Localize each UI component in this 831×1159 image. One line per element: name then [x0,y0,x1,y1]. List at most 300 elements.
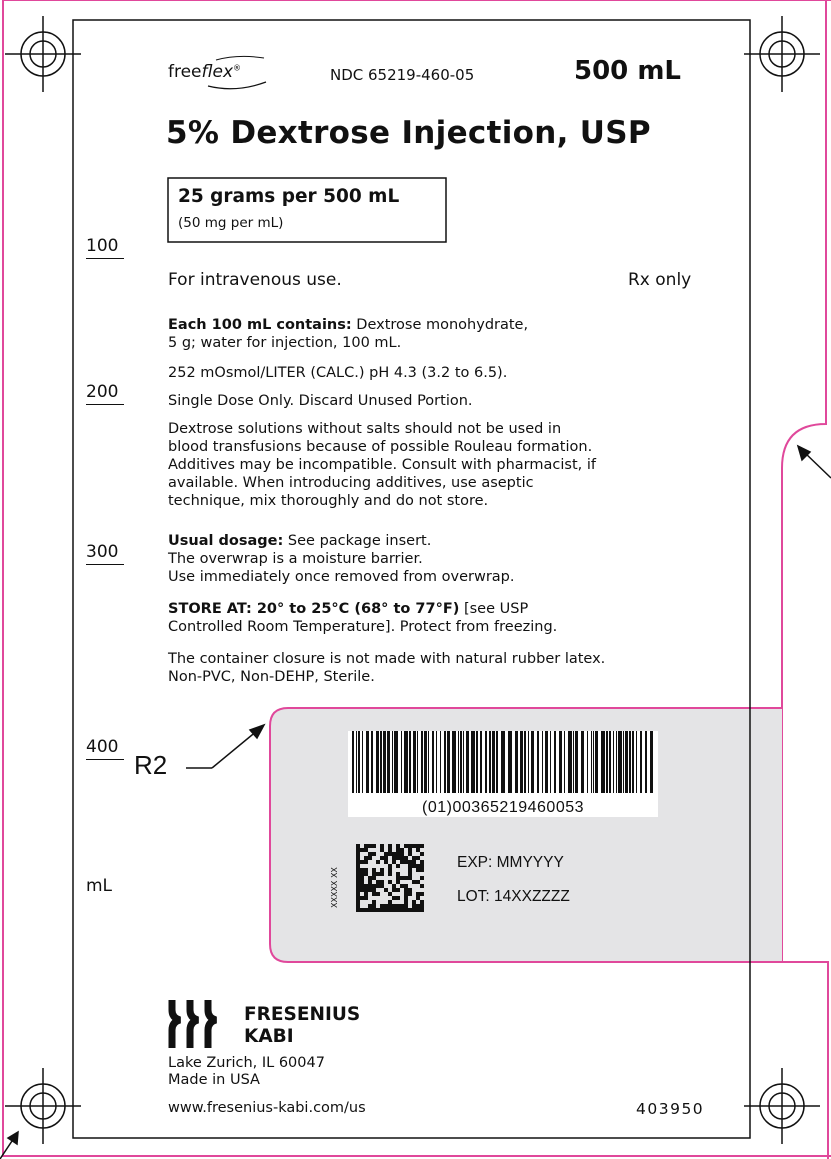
datamatrix-module [384,852,388,856]
strength-sub: (50 mg per mL) [178,215,284,231]
datamatrix-module [388,872,392,876]
datamatrix-module [372,876,376,880]
latex-line2: Non-PVC, Non-DEHP, Sterile. [168,669,375,685]
address-line1: Lake Zurich, IL 60047 [168,1055,325,1071]
datamatrix-module [400,860,404,864]
single-dose: Single Dose Only. Discard Unused Portion. [168,393,473,409]
datamatrix-module [376,872,380,876]
barcode-bar [537,731,539,793]
rx-only: Rx only [628,270,692,290]
datamatrix-module [356,884,360,888]
composition-label: Each 100 mL contains: [168,317,352,333]
barcode-bar [645,731,647,793]
datamatrix-module [408,872,412,876]
warning-line: Dextrose solutions without salts should not be used in [168,421,562,437]
datamatrix-module [416,844,420,848]
datamatrix-module [396,848,400,852]
datamatrix-module [364,888,368,892]
datamatrix-module [360,896,364,900]
crop-mark-top-left [5,16,81,92]
barcode-bar [492,731,495,793]
datamatrix-module [420,868,424,872]
datamatrix-module [368,876,372,880]
datamatrix-module [416,892,420,896]
storage-block [168,600,557,636]
datamatrix-module [356,876,360,880]
datamatrix-module [356,888,360,892]
datamatrix-module [376,908,380,912]
barcode-bar [401,731,402,793]
datamatrix-module [420,860,424,864]
datamatrix-module [380,908,384,912]
barcode-bar [352,731,354,793]
osmolarity: 252 mOsmol/LITER (CALC.) pH 4.3 (3.2 to 6.5). [168,365,508,381]
barcode-bar [458,731,459,793]
datamatrix-module [388,864,392,868]
datamatrix-module [384,860,388,864]
datamatrix-module [404,896,408,900]
datamatrix-module [368,880,372,884]
barcode-bar [528,731,529,793]
datamatrix-module [420,908,424,912]
barcode-bar [609,731,611,793]
website: www.fresenius-kabi.com/us [168,1100,366,1116]
address-line2: Made in USA [168,1072,260,1088]
datamatrix-module [400,848,404,852]
datamatrix-module [400,908,404,912]
barcode-bar [480,731,482,793]
company-name [244,1004,360,1048]
datamatrix-module [416,868,420,872]
dosage-line3: Use immediately once removed from overwrap. [168,569,515,585]
warning-block [168,420,596,510]
barcode-bar [460,731,462,793]
scale-mark-200: 200 [86,382,124,405]
barcode-bar [496,731,498,793]
datamatrix-module [412,908,416,912]
datamatrix-module [380,872,384,876]
datamatrix-module [392,908,396,912]
datamatrix-module [396,872,400,876]
datamatrix-module [412,856,416,860]
company-line1: FRESENIUS [244,1004,361,1025]
datamatrix-side-text: XXXXX XX [330,867,339,908]
datamatrix-module [356,848,360,852]
datamatrix-module [404,888,408,892]
barcode-bar [489,731,491,793]
composition [168,316,528,352]
storage-label: STORE AT: 20° to 25°C (68° to 77°F) [168,601,460,617]
barcode-bar [601,731,605,793]
datamatrix-module [404,884,408,888]
datamatrix-module [404,844,408,848]
datamatrix-module [364,908,368,912]
barcode-bar [380,731,382,793]
datamatrix-module [372,888,376,892]
datamatrix-module [364,896,368,900]
datamatrix-module [368,856,372,860]
datamatrix-module [416,880,420,884]
datamatrix-module [408,876,412,880]
barcode-bar [564,731,565,793]
composition-rest: Dextrose monohydrate, [351,317,529,333]
datamatrix-module [356,896,360,900]
barcode-bar [581,731,584,793]
datamatrix-module [376,860,380,864]
barcode-bar [428,731,429,793]
datamatrix-module [396,904,400,908]
dosage-rest: See package insert. [283,533,432,549]
datamatrix-module [408,852,412,856]
scale-mark-300: 300 [86,542,124,565]
datamatrix-module [408,844,412,848]
datamatrix-module [412,900,416,904]
datamatrix-module [404,900,408,904]
barcode-bar [542,731,543,793]
barcode-bar [432,731,434,793]
datamatrix-module [408,868,412,872]
barcode-bar [640,731,642,793]
barcode-bar [387,731,390,793]
datamatrix-module [420,892,424,896]
r2-label: R2 [134,750,168,780]
datamatrix-module [408,864,412,868]
datamatrix-module [388,892,392,896]
datamatrix-module [368,852,372,856]
datamatrix-module [392,904,396,908]
barcode-bar [575,731,578,793]
datamatrix-module [364,892,368,896]
datamatrix-module [420,852,424,856]
crop-mark-top-right [744,16,820,92]
datamatrix-module [392,852,396,856]
datamatrix-module [396,852,400,856]
barcode-bar [636,731,637,793]
dosage-label: Usual dosage: [168,533,284,549]
freeflex-swoosh [208,82,266,89]
datamatrix-module [392,888,396,892]
datamatrix-module [408,860,412,864]
barcode-bar [440,731,441,793]
datamatrix-module [388,844,392,848]
datamatrix-module [356,892,360,896]
datamatrix-module [384,856,388,860]
brand-reg: ® [233,63,242,73]
barcode-bar [466,731,469,793]
datamatrix-module [376,880,380,884]
barcode-bar [421,731,423,793]
company-line2: KABI [244,1026,294,1047]
datamatrix-module [420,900,424,904]
datamatrix-module [364,872,368,876]
datamatrix-module [360,860,364,864]
barcode-bar [650,731,653,793]
datamatrix-module [360,848,364,852]
datamatrix-module [380,880,384,884]
datamatrix-module [380,904,384,908]
barcode-bar [623,731,624,793]
datamatrix-module [416,896,420,900]
barcode-bar [485,731,487,793]
datamatrix-module [356,908,360,912]
barcode [348,731,658,817]
datamatrix-module [356,872,360,876]
barcode-bar [568,731,572,793]
datamatrix-module [360,884,364,888]
datamatrix-module [388,880,392,884]
brand-logo [168,62,241,82]
product-code: 403950 [636,1100,705,1118]
datamatrix-module [388,852,392,856]
datamatrix-module [396,864,400,868]
barcode-bar [625,731,628,793]
datamatrix-module [372,908,376,912]
datamatrix-module [412,904,416,908]
barcode-bar [531,731,534,793]
barcode-bar [587,731,588,793]
lot: LOT: 14XXZZZZ [457,888,570,905]
barcode-bar [501,731,505,793]
datamatrix-module [364,860,368,864]
barcode-bar [356,731,357,793]
datamatrix-module [356,880,360,884]
crop-mark-bottom-right [744,1068,820,1144]
datamatrix-module [380,844,384,848]
barcode-bar [613,731,614,793]
storage-line2: Controlled Room Temperature]. Protect from freezing. [168,619,558,635]
strength-main: 25 grams per 500 mL [178,186,400,207]
datamatrix-module [364,856,368,860]
datamatrix-module [392,884,396,888]
datamatrix-code [356,844,424,912]
datamatrix-module [396,888,400,892]
barcode-bar [629,731,631,793]
datamatrix-module [404,892,408,896]
barcode-bar [573,731,574,793]
barcode-bar [508,731,512,793]
datamatrix-module [412,880,416,884]
datamatrix-module [360,868,364,872]
brand-free: free [168,62,202,82]
datamatrix-module [372,868,376,872]
fresenius-logo-icon [168,996,230,1054]
scale-mark-100: 100 [86,236,124,259]
datamatrix-module [404,904,408,908]
barcode-bar [376,731,379,793]
datamatrix-module [396,896,400,900]
barcode-bar [362,731,363,793]
barcode-bar [444,731,446,793]
datamatrix-module [372,872,376,876]
barcode-bars [348,731,658,793]
barcode-bar [358,731,360,793]
datamatrix-module [368,884,372,888]
dieline-notch [782,0,831,1159]
datamatrix-module [364,884,368,888]
datamatrix-module [400,884,404,888]
datamatrix-module [372,892,376,896]
barcode-bar [559,731,562,793]
datamatrix-module [368,888,372,892]
datamatrix-module [416,904,420,908]
barcode-bar [550,731,551,793]
datamatrix-module [372,900,376,904]
barcode-bar [404,731,408,793]
datamatrix-module [356,852,360,856]
barcode-text: (01)00365219460053 [421,799,585,816]
warning-line: blood transfusions because of possible Rouleau formation. [168,439,593,455]
datamatrix-module [380,868,384,872]
datamatrix-module [356,844,360,848]
barcode-bar [463,731,464,793]
datamatrix-module [372,904,376,908]
scale-unit: mL [86,876,113,896]
datamatrix-module [404,856,408,860]
barcode-bar [593,731,594,793]
datamatrix-module [380,856,384,860]
dosage-block [168,532,515,586]
barcode-bar [413,731,416,793]
datamatrix-module [396,880,400,884]
datamatrix-module [408,892,412,896]
barcode-bar [616,731,617,793]
datamatrix-module [356,856,360,860]
barcode-bar [383,731,386,793]
datamatrix-module [416,908,420,912]
barcode-bar [394,731,398,793]
barcode-bar [595,731,598,793]
barcode-bar [436,731,437,793]
datamatrix-module [368,844,372,848]
datamatrix-module [416,848,420,852]
barcode-bar [554,731,556,793]
barcode-bar [545,731,548,793]
datamatrix-module [396,856,400,860]
datamatrix-module [384,908,388,912]
datamatrix-module [388,908,392,912]
barcode-bar [515,731,518,793]
datamatrix-module [420,884,424,888]
barcode-bar [392,731,393,793]
datamatrix-module [400,856,404,860]
datamatrix-module [420,844,424,848]
exp: EXP: MMYYYY [457,854,564,871]
barcode-bar [471,731,475,793]
datamatrix-module [372,884,376,888]
warning-line: Additives may be incompatible. Consult with pharmacist, if [168,457,596,473]
datamatrix-module [364,844,368,848]
datamatrix-module [356,904,360,908]
datamatrix-module [396,876,400,880]
datamatrix-module [360,876,364,880]
datamatrix-module [412,860,416,864]
datamatrix-module [396,844,400,848]
ndc-number: NDC 65219-460-05 [330,66,475,84]
datamatrix-module [364,848,368,852]
r2-arrow [186,725,264,768]
address [168,1055,325,1089]
datamatrix-module [372,844,376,848]
datamatrix-module [356,868,360,872]
volume: 500 mL [574,56,681,86]
datamatrix-module [384,888,388,892]
datamatrix-module [412,844,416,848]
product-title: 5% Dextrose Injection, USP [166,115,651,151]
scale-mark-400: 400 [86,737,124,760]
datamatrix-module [360,908,364,912]
barcode-bar [366,731,369,793]
datamatrix-module [364,868,368,872]
datamatrix-module [404,876,408,880]
barcode-bar [452,731,456,793]
datamatrix-module [376,892,380,896]
route: For intravenous use. [168,270,342,290]
datamatrix-module [412,864,416,868]
datamatrix-module [404,860,408,864]
datamatrix-module [400,852,404,856]
freeflex-swoosh-top [216,56,264,60]
datamatrix-module [388,904,392,908]
datamatrix-module [420,864,424,868]
datamatrix-module [400,876,404,880]
barcode-bar [476,731,478,793]
notch-arrow [798,446,831,478]
barcode-bar [618,731,622,793]
barcode-bar [591,731,592,793]
brand-flex: flex [201,62,234,82]
datamatrix-module [392,896,396,900]
barcode-bar [371,731,373,793]
latex-block [168,650,605,686]
barcode-bar [447,731,450,793]
barcode-bar [606,731,608,793]
datamatrix-module [360,880,364,884]
storage-rest: [see USP [459,601,529,617]
datamatrix-module [392,860,396,864]
datamatrix-module [360,872,364,876]
barcode-bar [520,731,523,793]
warning-line: technique, mix thoroughly and do not store. [168,493,489,509]
barcode-bar [424,731,427,793]
datamatrix-module [408,908,412,912]
datamatrix-module [388,848,392,852]
datamatrix-module [400,904,404,908]
datamatrix-module [404,908,408,912]
datamatrix-module [384,904,388,908]
datamatrix-module [380,848,384,852]
datamatrix-module [356,864,360,868]
datamatrix-module [372,852,376,856]
datamatrix-module [360,888,364,892]
datamatrix-module [420,876,424,880]
datamatrix-module [388,900,392,904]
warning-line: available. When introducing additives, use aseptic [168,475,534,491]
datamatrix-module [368,904,372,908]
barcode-bar [409,731,411,793]
datamatrix-module [368,908,372,912]
datamatrix-module [388,868,392,872]
datamatrix-module [420,904,424,908]
composition-line2: 5 g; water for injection, 100 mL. [168,335,402,351]
datamatrix-module [392,856,396,860]
datamatrix-module [408,888,412,892]
datamatrix-module [408,848,412,852]
datamatrix-module [416,856,420,860]
datamatrix-module [416,864,420,868]
latex-line1: The container closure is not made with natural rubber latex. [168,651,606,667]
datamatrix-module [356,900,360,904]
datamatrix-module [356,860,360,864]
